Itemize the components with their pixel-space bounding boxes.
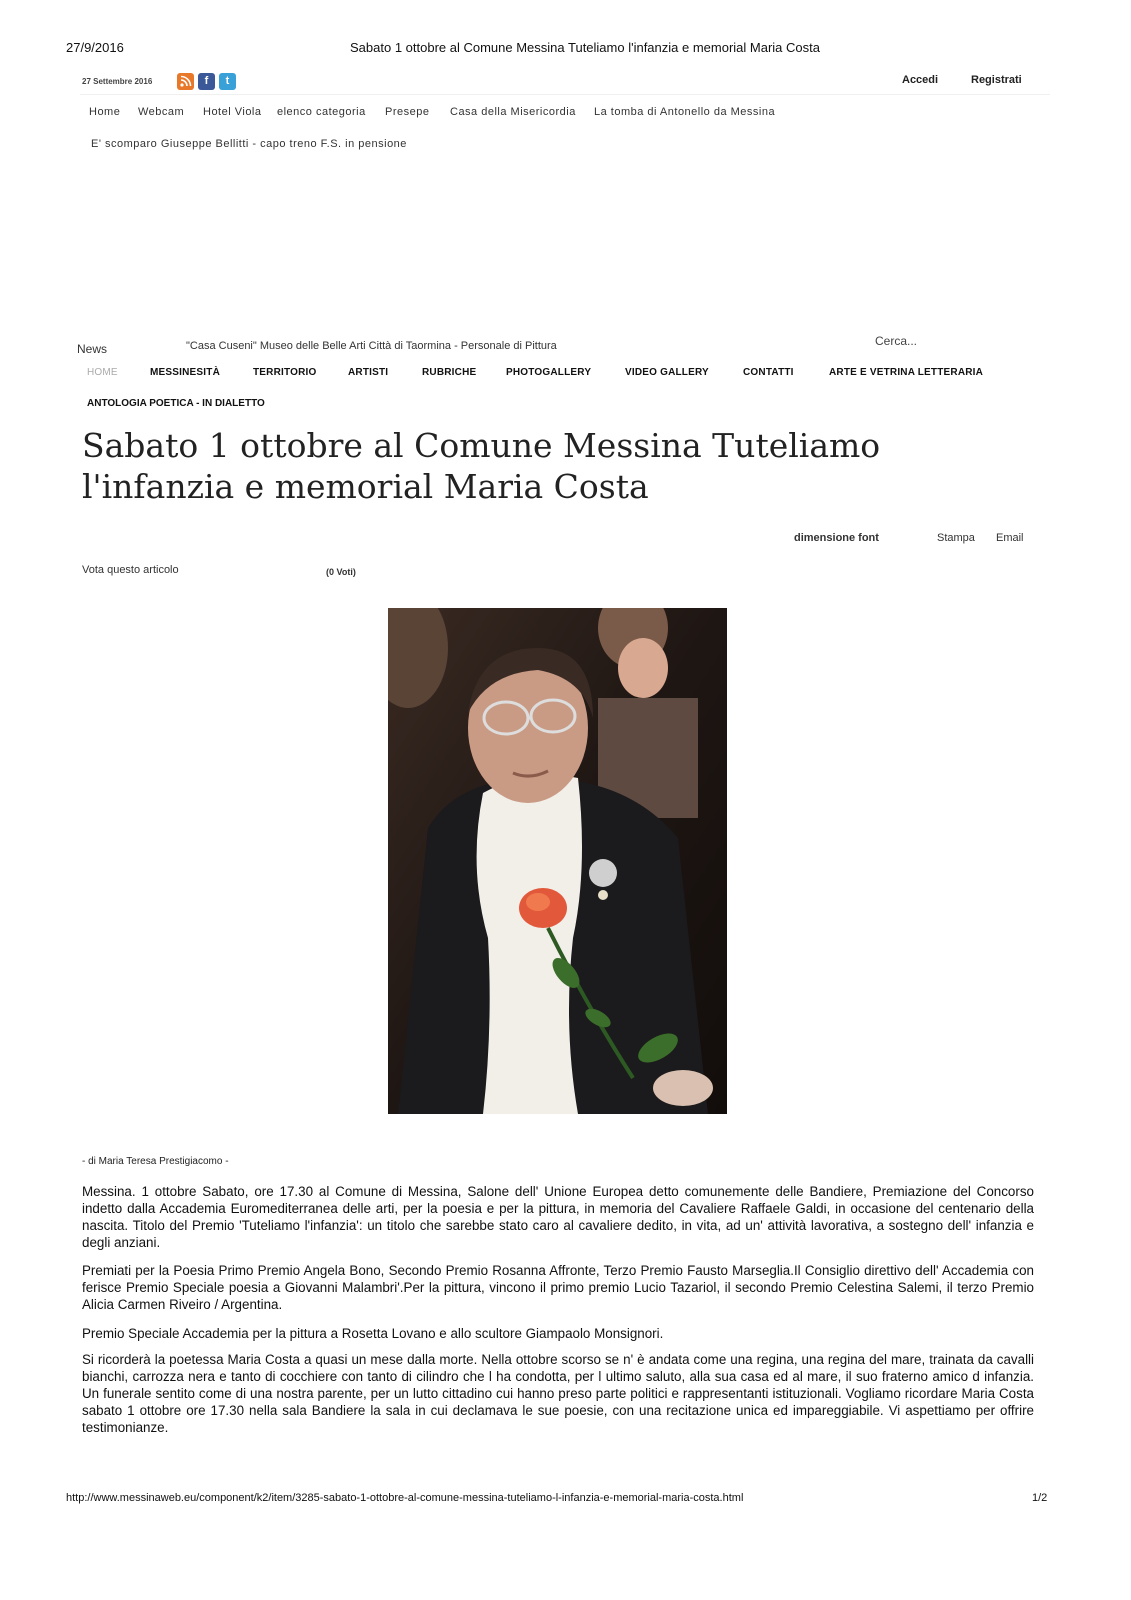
login-link[interactable]: Accedi (902, 74, 939, 86)
print-page-number: 1/2 (1032, 1492, 1048, 1504)
news-ticker-item[interactable]: "Casa Cuseni" Museo delle Belle Arti Città di Taormina - Personale di Pittura (186, 340, 557, 352)
nav-territorio[interactable]: TERRITORIO (253, 367, 317, 378)
rating-label: Vota questo articolo (82, 564, 179, 576)
top-menu-webcam[interactable]: Webcam (138, 106, 185, 118)
email-link[interactable]: Email (996, 532, 1024, 544)
twitter-icon[interactable]: t (219, 73, 236, 90)
article-title: Sabato 1 ottobre al Comune Messina Tuteliamo l'infanzia e memorial Maria Costa (82, 426, 881, 506)
portrait-illustration (388, 608, 727, 1114)
top-menu-home[interactable]: Home (89, 106, 121, 118)
article-paragraph: Si ricorderà la poetessa Maria Costa a quasi un mese dalla morte. Nella ottobre scorso se n' è andata come una regina, una regina del mare, trainata da cavalli bianchi, carrozza nera e tanto di cocchiere con tanto di cilindro che l ha condotta, per l ultimo saluto, alla sua casa ed al mare, il suo fraterno amico d infanzia. Un funerale sentito come di una nostra parente, per un lutto cittadino cui hanno preso parte politici e rappresentanti istituzionali. Vogliamo ricordare Maria Costa sabato 1 ottobre ore 17.30 nella sala Bandiere la sala in cui declamava le sue poesie, con una recitazione unica ed impareggiabile. Vi aspettiamo per offrire testimonianze. (82, 1352, 1034, 1435)
nav-messinesita[interactable]: MESSINESITÀ (150, 367, 220, 378)
top-menu-elenco-categoria[interactable]: elenco categoria (277, 106, 366, 118)
top-menu-tomba-antonello[interactable]: La tomba di Antonello da Messina (594, 106, 776, 118)
facebook-icon[interactable]: f (198, 73, 215, 90)
article-paragraph: Premiati per la Poesia Primo Premio Angela Bono, Secondo Premio Rosanna Affronte, Terzo Premio Fausto Marseglia.Il Consiglio direttivo dell' Accademia con ferisce Premio Speciale poesia a Giovanni Malambri'.Per la pittura, vincono il primo premio Lucio Tazariol, il secondo Premio Celestina Salemi, il terzo Premio Alicia Carmen Riveiro / Argentina. (82, 1263, 1034, 1312)
article-paragraph: Messina. 1 ottobre Sabato, ore 17.30 al Comune di Messina, Salone dell' Unione Europea detto comunemente delle Bandiere, Premiazione del Concorso indetto dalla Accademia Euromediterranea delle arti, per la poesia e per la pittura, in memoria del Cavaliere Raffaele Galdi, in occasione del centenario della nascita. Titolo del Premio 'Tuteliamo l'infanzia': un titolo che sarebbe stato caro al cavaliere dedito, in vita, ad un' attività lavorativa, a sostegno dell' infanzia e degli anziani. (82, 1184, 1034, 1250)
search-input[interactable]: Cerca... (875, 334, 918, 348)
article-byline: - di Maria Teresa Prestigiacomo - (82, 1156, 229, 1167)
print-link[interactable]: Stampa (937, 532, 975, 544)
nav-arte-vetrina[interactable]: ARTE E VETRINA LETTERARIA (829, 367, 984, 378)
register-link[interactable]: Registrati (971, 74, 1022, 86)
top-date: 27 Settembre 2016 (82, 77, 153, 86)
article-photo (388, 608, 727, 1114)
print-page-title: Sabato 1 ottobre al Comune Messina Tuteliamo l'infanzia e memorial Maria Costa (350, 40, 820, 55)
nav-home[interactable]: HOME (87, 367, 118, 378)
font-size-control[interactable]: dimensione font (794, 532, 879, 544)
news-label: News (77, 342, 108, 356)
nav-video-gallery[interactable]: VIDEO GALLERY (625, 367, 709, 378)
article-paragraph: Premio Speciale Accademia per la pittura a Rosetta Lovano e allo scultore Giampaolo Monsignori. (82, 1326, 664, 1341)
print-date: 27/9/2016 (66, 40, 124, 55)
top-menu-bellitti[interactable]: E' scomparo Giuseppe Bellitti - capo treno F.S. in pensione (91, 138, 407, 150)
nav-photogallery[interactable]: PHOTOGALLERY (506, 367, 592, 378)
nav-rubriche[interactable]: RUBRICHE (422, 367, 477, 378)
rss-icon[interactable] (177, 73, 194, 90)
rating-votes: (0 Voti) (326, 567, 356, 577)
top-menu-presepe[interactable]: Presepe (385, 106, 430, 118)
print-footer-url: http://www.messinaweb.eu/component/k2/item/3285-sabato-1-ottobre-al-comune-messina-tuteliamo-l-infanzia-e-memorial-maria-costa.html (66, 1492, 744, 1504)
top-menu-casa-misericordia[interactable]: Casa della Misericordia (450, 106, 576, 118)
nav-artisti[interactable]: ARTISTI (348, 367, 389, 378)
top-menu-hotel-viola[interactable]: Hotel Viola (203, 106, 262, 118)
nav-antologia-poetica[interactable]: ANTOLOGIA POETICA - IN DIALETTO (87, 398, 265, 409)
nav-contatti[interactable]: CONTATTI (743, 367, 794, 378)
